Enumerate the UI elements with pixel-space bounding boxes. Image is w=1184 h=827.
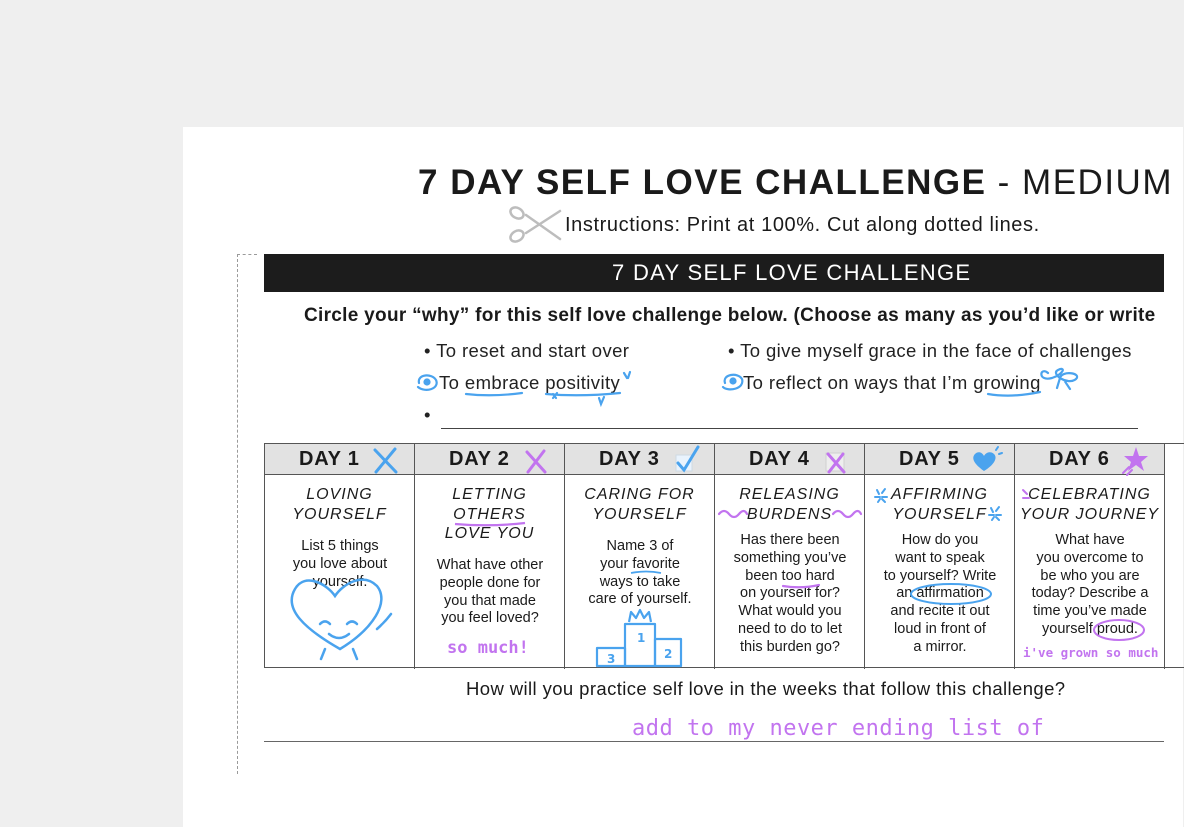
- x-icon: [520, 445, 550, 475]
- day-header: [415, 444, 564, 475]
- follow-up-question: How will you practice self love in the weeks that follow this challenge?: [466, 678, 1066, 699]
- day-label: DAY 4: [749, 448, 810, 470]
- cut-line-horizontal: [237, 254, 257, 255]
- page-title: [418, 163, 1173, 203]
- day-card-2: [415, 444, 565, 669]
- day-card-4: [715, 444, 865, 669]
- reason-text: To reset and start over: [436, 340, 630, 361]
- day-header: [1015, 444, 1164, 475]
- handwritten-note: so much!: [447, 638, 529, 658]
- day-card-1: [265, 444, 415, 669]
- reason-text: To: [439, 372, 465, 393]
- day-prompt: List 5 things you love about yourself.: [292, 538, 388, 590]
- day-grid: [264, 443, 1184, 668]
- day-label: DAY 3: [599, 448, 660, 470]
- day-prompt: What have you overcome to be who you are today? Describe a time you’ve made yourself proud.: [1031, 532, 1149, 637]
- day-title: AFFIRMING YOURSELF: [891, 486, 988, 523]
- day-prompt: How do you want to speak to yourself? Write an affirmation and recite it out loud in front of a mirror.: [883, 532, 997, 655]
- title-suffix: - MEDIUM: [997, 163, 1173, 202]
- svg-text:1: 1: [637, 631, 646, 645]
- reason-positivity: [439, 372, 620, 394]
- title-bold: 7 DAY SELF LOVE CHALLENGE: [418, 163, 987, 202]
- day-title: LETTING OTHERS LOVE YOU: [444, 486, 535, 542]
- day-header: [715, 444, 864, 475]
- heart-icon: [970, 445, 1000, 475]
- star-icon: [1120, 445, 1150, 475]
- reason-growing: [743, 372, 1041, 394]
- reason-grace: [728, 340, 1132, 362]
- reason-blank-bullet: •: [424, 404, 431, 425]
- day-header: [565, 444, 714, 475]
- day-prompt: What have other people done for you that made you feel loved?: [436, 557, 544, 627]
- day-title: LOVING YOURSELF: [292, 486, 387, 523]
- reason-bullet: •: [424, 340, 437, 361]
- day-title: RELEASING BURDENS: [739, 486, 840, 523]
- scissors-icon: [508, 205, 562, 245]
- day-prompt: Name 3 of your favorite ways to take care of yourself.: [588, 538, 692, 608]
- day-prompt: Has there been something you’ve been too hard on yourself for? What would you need to do to let this burden go?: [733, 532, 847, 655]
- reason-bullet: •: [728, 340, 741, 361]
- svg-text:3: 3: [607, 652, 616, 666]
- reason-text: To reflect on ways that I’m: [743, 372, 974, 393]
- day-card-3: [565, 444, 715, 669]
- banner-title: 7 DAY SELF LOVE CHALLENGE: [612, 260, 972, 285]
- day-header: [265, 444, 414, 475]
- day-card-5: [865, 444, 1015, 669]
- x-icon: [820, 445, 850, 475]
- svg-text:2: 2: [664, 647, 673, 661]
- handwritten-note: i've grown so much: [1023, 645, 1159, 660]
- reason-word-positivity: positivity: [545, 372, 621, 393]
- handwritten-answer: add to my never ending list of: [632, 716, 1045, 741]
- cut-line-vertical: [237, 254, 238, 774]
- card-banner: [264, 254, 1164, 292]
- reason-word-growing: growing: [973, 372, 1041, 393]
- day-card-6: [1015, 444, 1165, 669]
- x-icon: [370, 445, 400, 475]
- reason-text: To give myself grace in the face of challenges: [740, 340, 1132, 361]
- checkmark-icon: [670, 445, 700, 475]
- day-label: DAY 5: [899, 448, 960, 470]
- reason-word-embrace: embrace: [464, 372, 540, 393]
- day-title: CELEBRATING YOUR JOURNEY: [1019, 486, 1160, 523]
- day-title: CARING FOR YOURSELF: [584, 486, 695, 523]
- why-prompt: Circle your “why” for this self love challenge below. (Choose as many as you’d like or write: [304, 305, 1156, 326]
- day-header: [865, 444, 1014, 475]
- day-label: DAY 6: [1049, 448, 1110, 470]
- reason-reset: [424, 340, 629, 362]
- answer-line: [264, 741, 1164, 742]
- write-in-line: [441, 428, 1138, 429]
- print-instructions: Instructions: Print at 100%. Cut along dotted lines.: [565, 214, 1040, 236]
- day-label: DAY 1: [299, 448, 360, 470]
- day-label: DAY 2: [449, 448, 510, 470]
